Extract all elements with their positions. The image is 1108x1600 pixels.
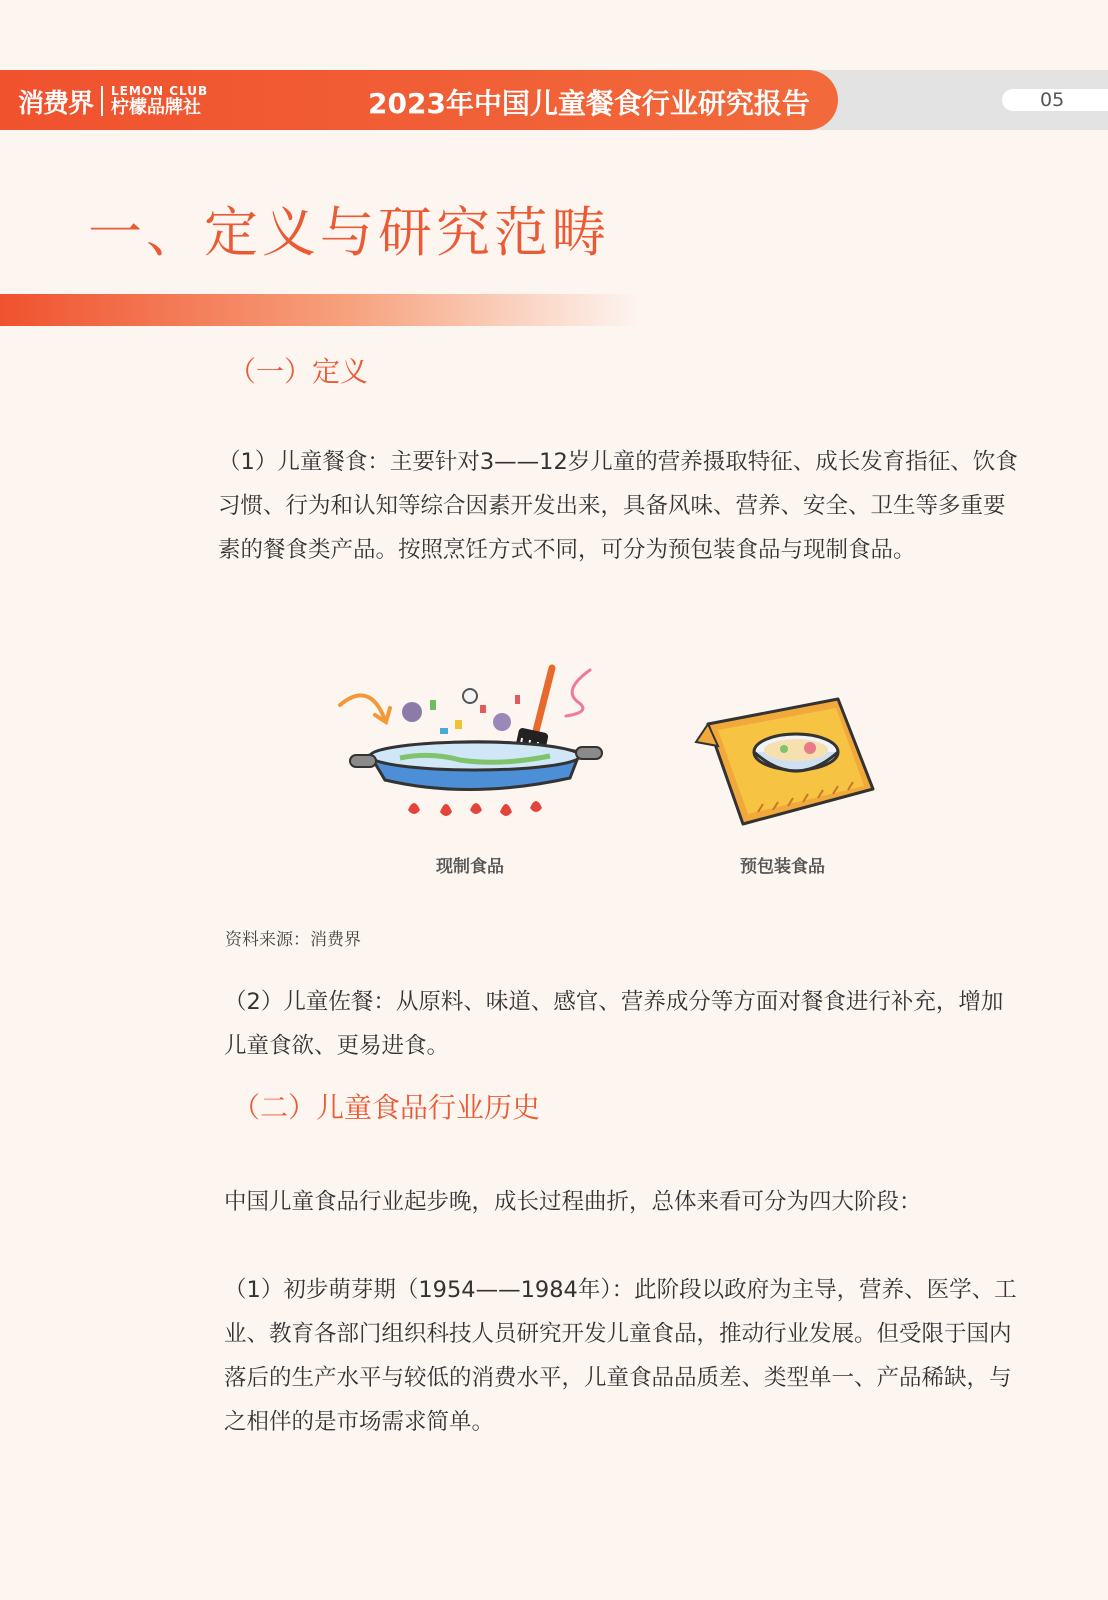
source-note: 资料来源：消费界: [225, 930, 361, 950]
paragraph-stage-one: （1）初步萌芽期（1954——1984年）：此阶段以政府为主导，营养、医学、工业、教育各部门组织科技人员研究开发儿童食品，推动行业发展。但受限于国内落后的生产水平与较低的消费水平，儿童食品品质差、类型单一、产品稀缺，与之相伴的是市场需求简单。: [224, 1277, 1017, 1435]
subsection-heading-definition: （一）定义: [228, 355, 369, 388]
packaged-food-illustration: [688, 694, 888, 834]
caption-fresh-food: 现制食品: [436, 857, 504, 877]
caption-packaged-food: 预包装食品: [740, 857, 825, 877]
page-number: 05: [1040, 89, 1065, 111]
logo-divider: [101, 86, 103, 116]
report-title: 2023年中国儿童餐食行业研究报告: [368, 87, 810, 120]
paragraph-children-side-dish: （2）儿童佐餐：从原料、味道、感官、营养成分等方面对餐食进行补充，增加儿童食欲、更易进食。: [224, 989, 1004, 1059]
subsection-heading-history: （二）儿童食品行业历史: [232, 1091, 541, 1124]
logo-main-text: 消费界: [18, 88, 94, 119]
paragraph-history-intro: 中国儿童食品行业起步晚，成长过程曲折，总体来看可分为四大阶段：: [224, 1189, 922, 1215]
title-gradient-bar: [0, 294, 640, 326]
section-title: 一、定义与研究范畴: [88, 201, 610, 264]
paragraph-children-meals: （1）儿童餐食：主要针对3——12岁儿童的营养摄取特征、成长发育指征、饮食习惯、行为和认知等综合因素开发出来，具备风味、营养、安全、卫生等多重要素的餐食类产品。按照烹饪方式不同，可分为预包装食品与现制食品。: [218, 449, 1018, 563]
brand-logo: [18, 78, 208, 124]
logo-en-text: LEMON CLUB: [111, 84, 209, 98]
logo-sub: [111, 85, 208, 117]
fresh-food-pan-illustration: [330, 660, 620, 830]
logo-cn-text: 柠檬品牌社: [111, 97, 202, 118]
